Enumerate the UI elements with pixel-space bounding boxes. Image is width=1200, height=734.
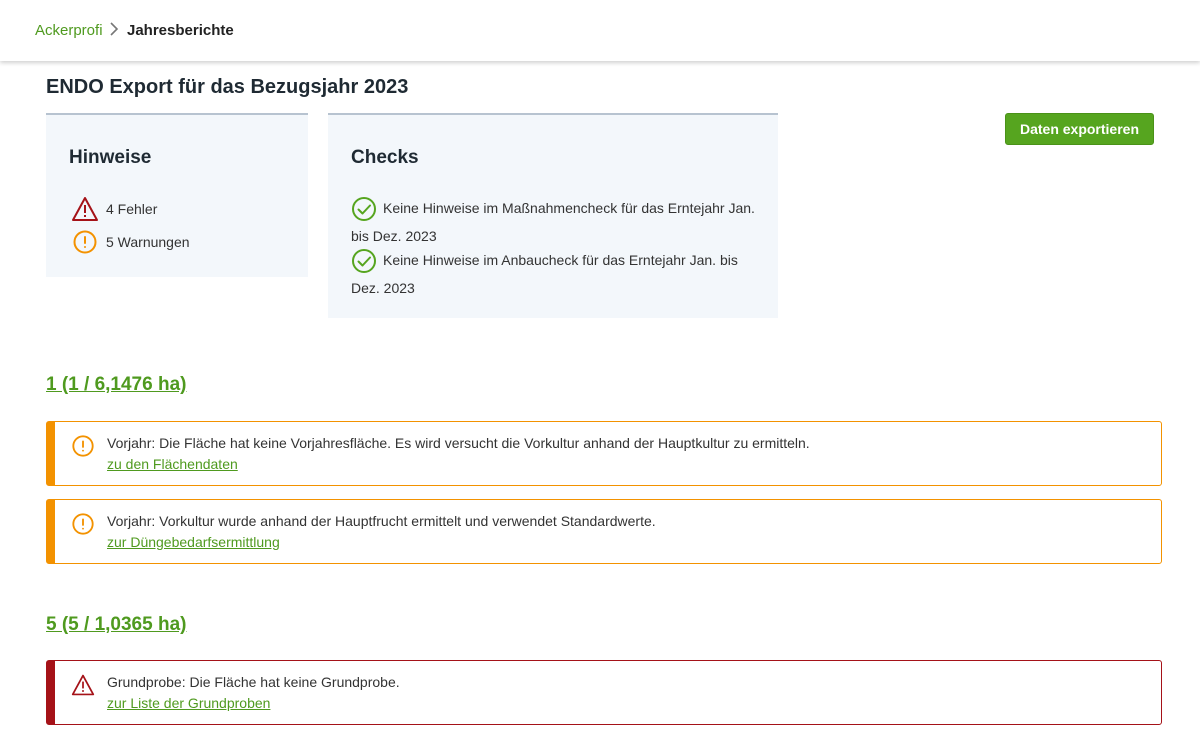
page-title: ENDO Export für das Bezugsjahr 2023 <box>46 76 409 98</box>
alert-link[interactable]: zu den Flächendaten <box>107 456 238 472</box>
top-bar <box>0 0 1200 61</box>
warning-count: 5 Warnungen <box>106 234 190 250</box>
breadcrumb-current: Jahresberichte <box>127 22 234 39</box>
error-alert <box>46 660 1162 725</box>
check-item-text: Keine Hinweise im Anbaucheck für das Erntejahr Jan. bis Dez. 2023 <box>351 252 738 297</box>
alert-link[interactable]: zur Düngebedarfsermittlung <box>107 534 280 550</box>
check-item-text: Keine Hinweise im Maßnahmencheck für das Erntejahr Jan. bis Dez. 2023 <box>351 200 755 245</box>
alert-message: Grundprobe: Die Fläche hat keine Grundprobe. <box>107 674 400 690</box>
check-circle-icon <box>351 196 377 222</box>
check-item <box>351 246 761 302</box>
exclamation-circle-icon <box>71 434 95 458</box>
check-circle-icon <box>351 248 377 274</box>
alert-message: Vorjahr: Vorkultur wurde anhand der Hauptfrucht ermittelt und verwendet Standardwerte. <box>107 513 656 529</box>
warning-alert <box>46 421 1162 486</box>
error-count: 4 Fehler <box>106 201 158 217</box>
field-group-heading[interactable]: 5 (5 / 1,0365 ha) <box>46 614 187 635</box>
alert-link[interactable]: zur Liste der Grundproben <box>107 695 271 711</box>
checks-title: Checks <box>351 147 419 168</box>
warning-triangle-icon <box>71 673 95 697</box>
checks-card <box>328 113 778 318</box>
chevron-right-icon <box>109 22 119 40</box>
field-group-heading[interactable]: 1 (1 / 6,1476 ha) <box>46 374 187 395</box>
exclamation-circle-icon <box>71 512 95 536</box>
warning-triangle-icon <box>70 195 100 223</box>
exclamation-circle-icon <box>70 228 100 256</box>
warning-count-row <box>70 228 190 256</box>
check-item <box>351 194 761 250</box>
alert-message: Vorjahr: Die Fläche hat keine Vorjahresfläche. Es wird versucht die Vorkultur anhand der Hauptkultur zu ermitteln. <box>107 435 810 451</box>
warning-alert <box>46 499 1162 564</box>
hinweise-card <box>46 113 308 277</box>
export-data-button[interactable]: Daten exportieren <box>1005 113 1154 145</box>
hinweise-title: Hinweise <box>69 147 152 168</box>
error-count-row <box>70 195 157 223</box>
breadcrumb-ackerprofi[interactable]: Ackerprofi <box>35 22 103 39</box>
